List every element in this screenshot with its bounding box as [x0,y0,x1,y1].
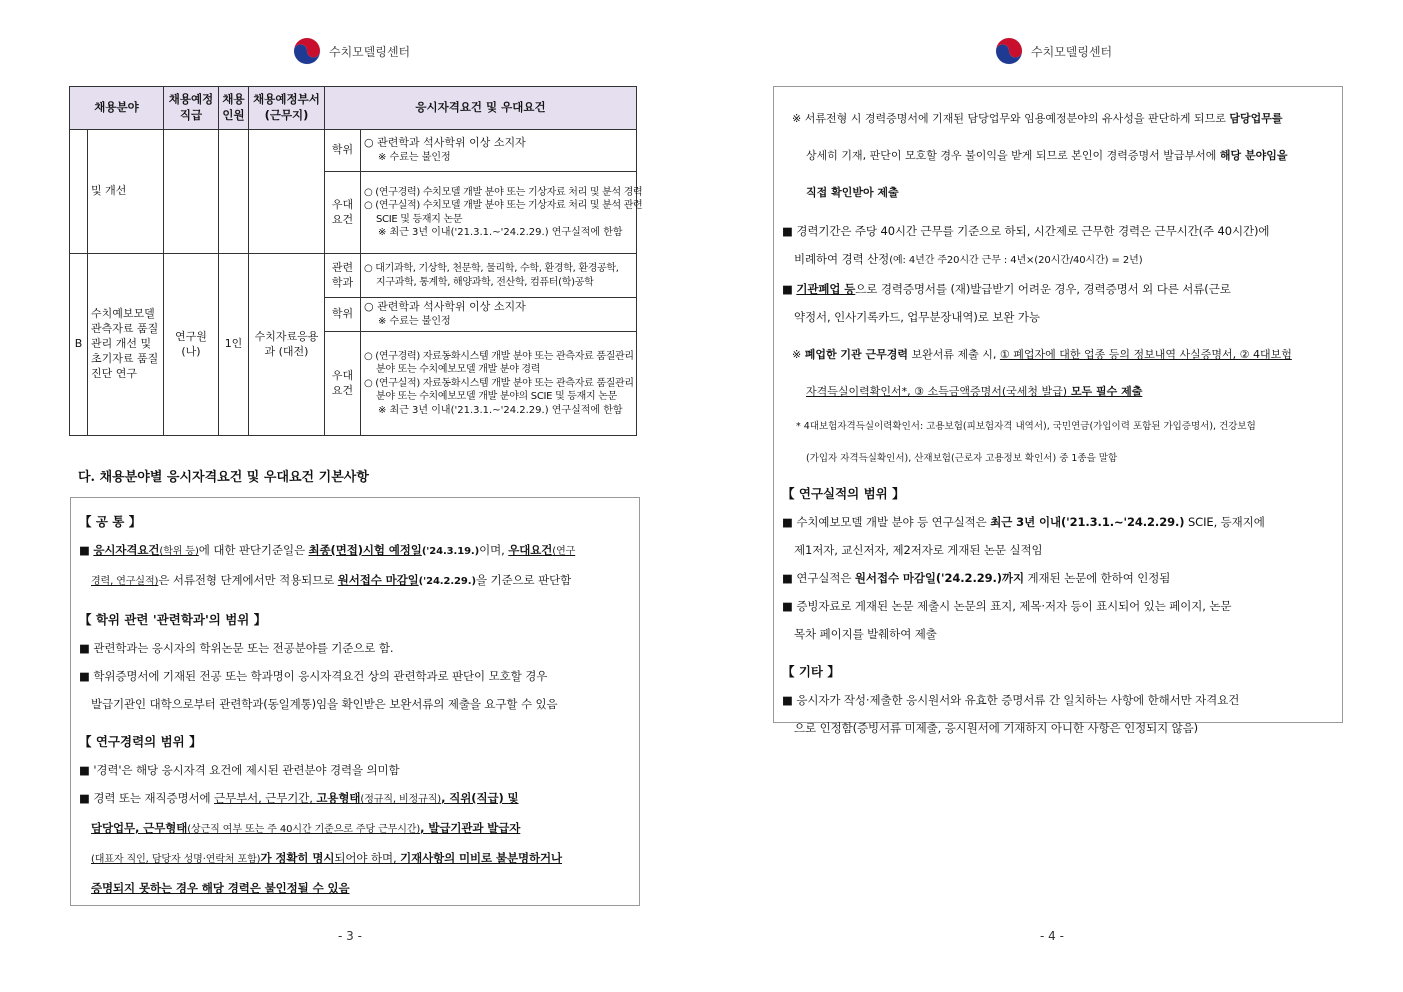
major-item: 지구과학, 통계학, 해양과학, 전산학, 컴퓨터(학)공학 [376,276,594,288]
pref-content [361,332,637,436]
pref-note: ※ 최근 3년 이내('21.3.1.~'24.2.29.) 연구실적에 한함 [378,404,623,416]
career-period-bullet: ■ 경력기간은 주당 40시간 근무를 기준으로 하되, 시간제로 근무한 경력은 근무시간(주 40시간)에 [782,224,1270,238]
closed-org-note-cont: 자격득실이력확인서*, ③ 소득금액증명서(국세청 발급) 모두 필수 제출 [806,385,1143,398]
degree-content [361,298,637,332]
taegeuk-emblem-icon [292,36,322,66]
career-bullet-cont: 담당업무, 근무형태(상근직 여부 또는 주 40시간 기준으로 주당 근무시간), 발급기관과 발급자 [91,821,521,835]
degree-item: ○ 관련학과 석사학위 이상 소지자 [364,300,526,314]
recruitment-table [69,86,643,436]
insurance-footnote: * 4대보험자격득실이력확인서: 고용보험(피보험자격 내역서), 국민연금(가입이력 포함된 가입증명서), 건강보험 [796,421,1256,432]
career-note-cont: 상세히 기재, 판단이 모호할 경우 불이익을 받게 되므로 본인이 경력증명서 발급부서에 해당 분야임을 [806,149,1288,162]
degree-note: ※ 수료는 불인정 [378,152,451,164]
etc-bullet-cont: 으로 인정함(증빙서류 미제출, 응시원서에 기재하지 아니한 사항은 인정되지 않음) [794,720,1199,735]
row-b-rank: 연구원 (나) [164,254,219,436]
research-bullet-cont: 제1저자, 교신저자, 제2저자로 게재된 논문 실적임 [794,542,1043,557]
degree-label: 학위 [325,298,361,332]
degree-bullet-cont: 발급기관인 대학으로부터 관련학과(동일계통)임을 확인받은 보완서류의 제출을 요구할 수 있음 [91,697,558,711]
pref-item: 분야 또는 수치예보모델 개발 분야 경력 [376,364,541,376]
page-number: - 3 - [338,929,362,943]
insurance-footnote-cont: (가입자 자격득실확인서), 산재보험(근로자 고용정보 확인서) 중 1종을 말함 [806,452,1118,464]
row-rank-cell [164,130,219,254]
degree-header: 【 학위 관련 '관련학과'의 범위 】 [79,612,267,627]
etc-bullet: ■ 응시자가 작성·제출한 응시원서와 유효한 증명서류 간 일치하는 사항에 한해서만 자격요건 [782,692,1240,707]
research-bullet-cont: 목차 페이지를 발췌하여 제출 [794,626,937,641]
taegeuk-emblem-icon [994,36,1024,66]
degree-note: ※ 수료는 불인정 [378,316,451,328]
research-bullet: ■ 수치예보모델 개발 분야 등 연구실적은 최근 3년 이내('21.3.1.~'24.2.29.) SCIE, 등재지에 [782,514,1265,529]
career-bullet-cont: 증명되지 못하는 경우 해당 경력은 불인정될 수 있음 [91,881,350,895]
row-field-cell: 및 개선 [88,130,164,254]
row-b-count: 1인 [219,254,249,436]
row-dept-cell [249,130,325,254]
header-logo [292,36,410,66]
career-note-cont: 직접 확인받아 제출 [806,186,899,199]
page-4 [703,0,1403,992]
pref-item: 분야 또는 수치예보모델 개발 분야의 SCIE 및 등재지 논문 [376,391,617,403]
degree-item: ○ 관련학과 석사학위 이상 소지자 [364,136,526,150]
career-bullet-cont: (대표자 직인, 담당자 성명·연락처 포함)가 정확히 명시되어야 하며, 기재사항의 미비로 불분명하거나 [91,851,563,865]
closed-org-bullet: ■ 기관폐업 등으로 경력증명서를 (재)발급받기 어려운 경우, 경력증명서 외 다른 서류(근로 [782,282,1231,296]
pref-content [361,172,643,254]
col-header-requirements: 응시자격요건 및 우대요건 [325,87,637,130]
row-b-code: B [70,254,88,436]
table-header-row [70,87,637,130]
etc-header: 【 기타 】 [782,663,840,679]
col-header-count: 채용 인원 [219,87,249,130]
research-bullet: ■ 증빙자료로 게재된 논문 제출시 논문의 표지, 제목·저자 등이 표시되어 있는 페이지, 논문 [782,598,1232,613]
pref-item: ○ (연구경력) 자료동화시스템 개발 분야 또는 관측자료 품질관리 [364,350,634,362]
degree-label: 학위 [325,130,361,172]
page-number: - 4 - [1040,929,1064,943]
pref-item: ○ (연구실적) 수치모델 개발 분야 또는 기상자료 처리 및 분석 관련 [364,200,643,211]
pref-item: SCIE 및 등재지 논문 [376,213,463,225]
table-row [70,254,637,298]
pref-label: 우대 요건 [325,332,361,436]
row-b-field: 수치예보모델 관측자료 품질 관리 개선 및 초기자료 품질 진단 연구 [88,254,164,436]
research-bullet: ■ 연구실적은 원서접수 마감일('24.2.29.)까지 게재된 논문에 한하여 인정됨 [782,570,1171,585]
common-header: 【 공 통 】 [79,514,142,529]
pref-item: ○ (연구경력) 수치모델 개발 분야 또는 기상자료 처리 및 분석 경력 [364,186,643,198]
requirements-box [70,497,640,906]
pref-note: ※ 최근 3년 이내('21.3.1.~'24.2.29.) 연구실적에 한함 [378,227,623,238]
table-row [70,130,637,172]
degree-content [361,130,637,172]
major-content [361,254,637,298]
logo-text: 수치모델링센터 [1031,44,1113,59]
page-3 [0,0,700,992]
col-header-dept: 채용예정부서 (근무지) [249,87,325,130]
section-title: 다. 채용분야별 응시자격요건 및 우대요건 기본사항 [78,470,369,485]
closed-org-note: ※ 폐업한 기관 근무경력 보완서류 제출 시, ① 폐업자에 대한 업종 등의 정보내역 사실증명서, ② 4대보험 [792,348,1292,361]
major-item: ○ 대기과학, 기상학, 천문학, 물리학, 수학, 환경학, 환경공학, [364,263,619,274]
col-header-field: 채용분야 [70,87,164,130]
degree-bullet: ■ 관련학과는 응시자의 학위논문 또는 전공분야를 기준으로 함. [79,641,394,655]
career-header: 【 연구경력의 범위 】 [79,734,202,749]
degree-bullet: ■ 학위증명서에 기재된 전공 또는 학과명이 응시자격요건 상의 관련학과로 판단이 모호할 경우 [79,669,548,683]
row-code-cell [70,130,88,254]
pref-label: 우대 요건 [325,172,361,254]
logo-text: 수치모델링센터 [329,44,411,59]
header-logo [994,36,1112,66]
common-bullet-cont: 경력, 연구실적)은 서류전형 단계에서만 적용되므로 원서접수 마감일('24.2.29.)을 기준으로 판단함 [91,573,572,587]
career-bullet: ■ 경력 또는 재직증명서에 근무부서, 근무기간, 고용형태(정규직, 비정규직), 직위(직급) 및 [79,791,519,805]
career-period-bullet-cont: 비례하여 경력 산정(예: 4년간 주20시간 근무 : 4년×(20시간/40시간) = 2년) [794,252,1143,266]
pref-item: ○ (연구실적) 자료동화시스템 개발 분야 또는 관측자료 품질관리 [364,377,634,389]
col-header-rank: 채용예정 직급 [164,87,219,130]
closed-org-bullet-cont: 약정서, 인사기록카드, 업무분장내역)로 보완 가능 [794,310,1040,324]
common-bullet: ■ 응시자격요건(학위 등)에 대한 판단기준일은 최종(면접)시험 예정일('24.3.19.)이며, 우대요건(연구 [79,543,576,557]
major-label: 관련 학과 [325,254,361,298]
career-bullet: ■ '경력'은 해당 응시자격 요건에 제시된 관련분야 경력을 의미함 [79,763,400,777]
row-count-cell [219,130,249,254]
career-note: ※ 서류전형 시 경력증명서에 기재된 담당업무와 임용예정분야의 유사성을 판단하게 되므로 담당업무를 [792,112,1283,125]
requirements-box-continued [773,86,1343,735]
research-header: 【 연구실적의 범위 】 [782,485,905,501]
row-b-dept: 수치자료응용과 (대전) [249,254,325,436]
